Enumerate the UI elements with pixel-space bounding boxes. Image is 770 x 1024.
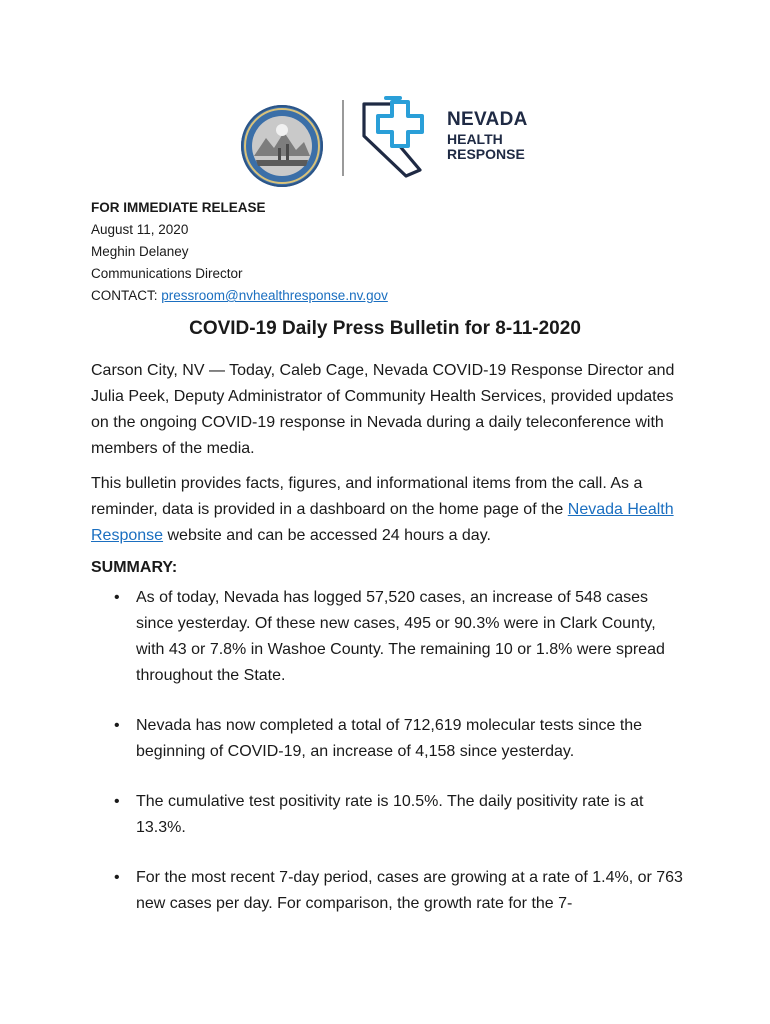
contact-label: CONTACT: (91, 288, 158, 303)
list-item (112, 865, 684, 917)
intro-paragraph: Carson City, NV — Today, Caleb Cage, Nevada COVID-19 Response Director and Julia Peek, Deputy Administrator of Community Health Services, provided updates on the ongoing COVID-19 response in Nevada during a daily teleconference with members of the media. (91, 362, 675, 457)
logo-divider (342, 100, 344, 176)
nevada-state-seal-icon (240, 104, 324, 188)
contact-email-link[interactable]: pressroom@nvhealthresponse.nv.gov (161, 288, 388, 303)
release-block (91, 197, 388, 307)
list-item-text: For the most recent 7-day period, cases are growing at a rate of 1.4%, or 763 new cases per day. For comparison, the growth rate for the 7- (136, 869, 683, 912)
list-item-text: Nevada has now completed a total of 712,619 molecular tests since the beginning of COVID-19, an increase of 4,158 since yesterday. (136, 717, 643, 760)
list-item (112, 713, 684, 765)
header-logos (236, 96, 536, 182)
bullet-icon: • (114, 793, 120, 810)
logo-line-nevada: NEVADA (447, 109, 528, 130)
summary-heading: SUMMARY: (91, 559, 178, 576)
contact-line (91, 285, 388, 307)
dashboard-paragraph-text-after: website and can be accessed 24 hours a day. (163, 527, 491, 544)
logo-line-response: RESPONSE (447, 146, 525, 162)
bulletin-title: COVID-19 Daily Press Bulletin for 8-11-2020 (189, 318, 581, 339)
dashboard-paragraph-text-before: This bulletin provides facts, figures, and informational items from the call. As a reminder, data is provided in a dashboard on the home page of the (91, 475, 643, 518)
nevada-health-response-wordmark (447, 110, 528, 162)
release-date: August 11, 2020 (91, 222, 189, 237)
list-item (112, 789, 684, 841)
contact-role: Communications Director (91, 266, 243, 281)
bullet-icon: • (114, 869, 120, 886)
logo-line-health: HEALTH (447, 131, 503, 147)
release-heading: FOR IMMEDIATE RELEASE (91, 200, 266, 215)
nevada-health-response-cross-icon (358, 96, 434, 178)
list-item-text: The cumulative test positivity rate is 10.5%. The daily positivity rate is at 13.3%. (136, 793, 644, 836)
list-item-text: As of today, Nevada has logged 57,520 cases, an increase of 548 cases since yesterday. Of these new cases, 495 or 90.3% were in Clark County, with 43 or 7.8% in Washoe County. The remaining 10 or 1.8% were spread throughout the State. (136, 589, 665, 684)
list-item (112, 585, 684, 689)
summary-list (112, 585, 684, 917)
nevada-health-response-link[interactable]: Nevada Health Response (91, 501, 674, 544)
bullet-icon: • (114, 589, 120, 606)
bullet-icon: • (114, 717, 120, 734)
dashboard-paragraph (91, 471, 681, 549)
contact-name: Meghin Delaney (91, 244, 189, 259)
